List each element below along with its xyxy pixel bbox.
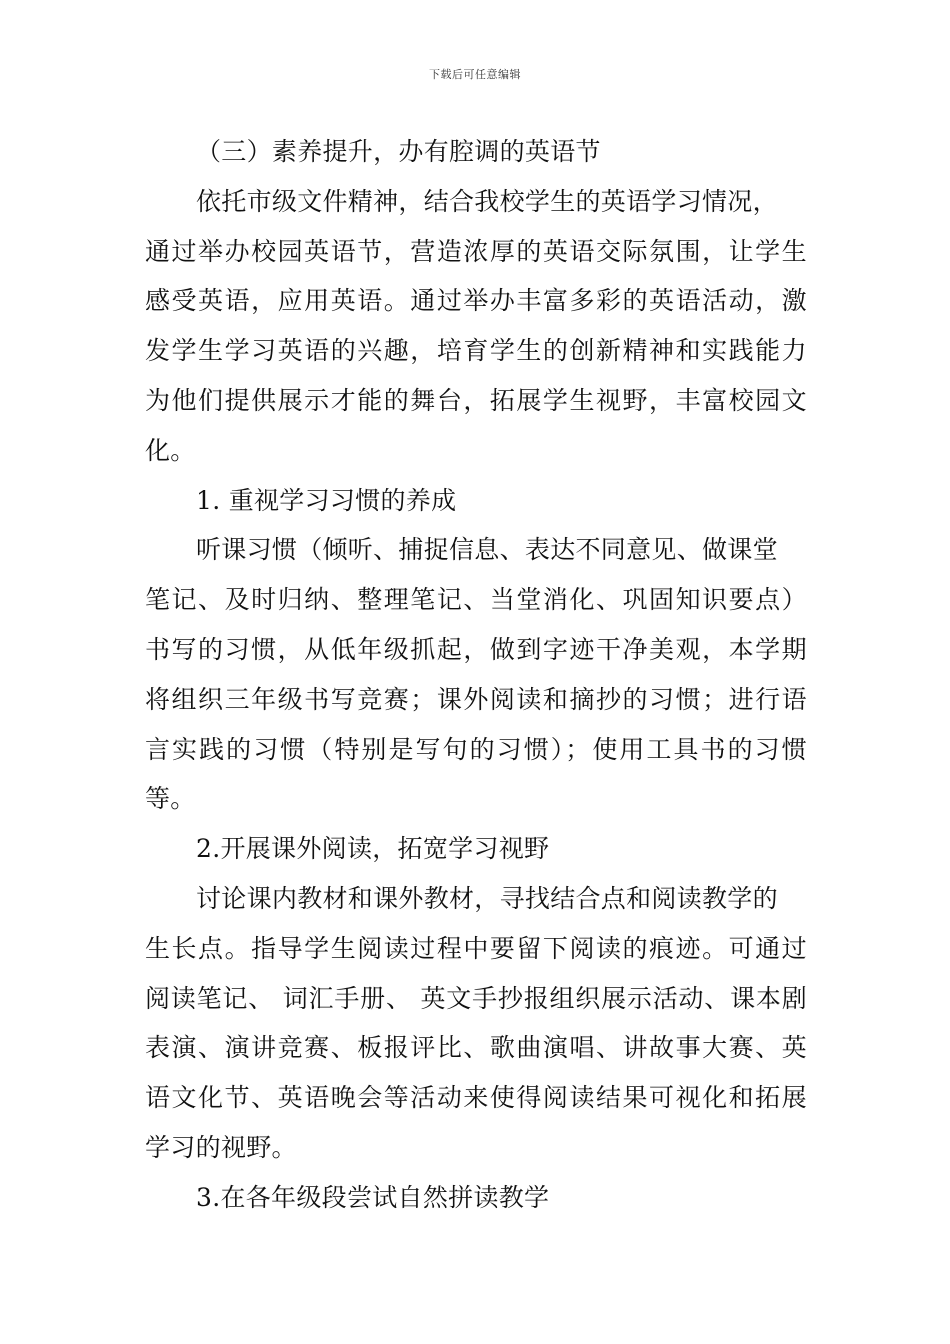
- paragraph-line: 阅读笔记、 词汇手册、 英文手抄报组织展示活动、课本剧: [145, 983, 807, 1013]
- subsection-heading: 2.开展课外阅读，拓宽学习视野: [196, 834, 550, 864]
- paragraph-line: 学习的视野。: [145, 1132, 297, 1162]
- paragraph-line: 发学生学习英语的兴趣，培育学生的创新精神和实践能力: [145, 336, 807, 366]
- paragraph-line: 讨论课内教材和课外教材，寻找结合点和阅读教学的: [196, 883, 778, 913]
- paragraph-line: 将组织三年级书写竞赛；课外阅读和摘抄的习惯；进行语: [145, 684, 807, 714]
- paragraph-line: 为他们提供展示才能的舞台，拓展学生视野，丰富校园文: [145, 385, 807, 415]
- paragraph-line: 书写的习惯，从低年级抓起，做到字迹干净美观，本学期: [145, 634, 807, 664]
- paragraph-line: 等。: [145, 784, 196, 814]
- header-note: 下载后可任意编辑: [429, 68, 521, 81]
- paragraph-line: 依托市级文件精神，结合我校学生的英语学习情况，: [196, 186, 778, 216]
- section-heading: （三）素养提升，办有腔调的英语节: [196, 137, 601, 166]
- paragraph-line: 生长点。指导学生阅读过程中要留下阅读的痕迹。可通过: [145, 933, 807, 963]
- subsection-heading: 3.在各年级段尝试自然拼读教学: [196, 1182, 550, 1212]
- paragraph-line: 表演、演讲竞赛、板报评比、歌曲演唱、讲故事大赛、英: [145, 1033, 807, 1063]
- paragraph-line: 化。: [145, 435, 196, 465]
- document-body: [145, 127, 807, 1223]
- paragraph-line: 语文化节、英语晚会等活动来使得阅读结果可视化和拓展: [145, 1083, 807, 1113]
- subsection-heading: 1. 重视学习习惯的养成: [196, 485, 457, 515]
- paragraph-line: 听课习惯（倾听、捕捉信息、表达不同意见、做课堂: [196, 535, 778, 565]
- paragraph-line: 通过举办校园英语节，营造浓厚的英语交际氛围，让学生: [145, 236, 807, 266]
- paragraph-line: 言实践的习惯（特别是写句的习惯）；使用工具书的习惯: [145, 734, 807, 764]
- paragraph-line: 感受英语，应用英语。通过举办丰富多彩的英语活动，激: [145, 286, 807, 316]
- paragraph-line: 笔记、及时归纳、整理笔记、当堂消化、巩固知识要点）: [145, 585, 807, 615]
